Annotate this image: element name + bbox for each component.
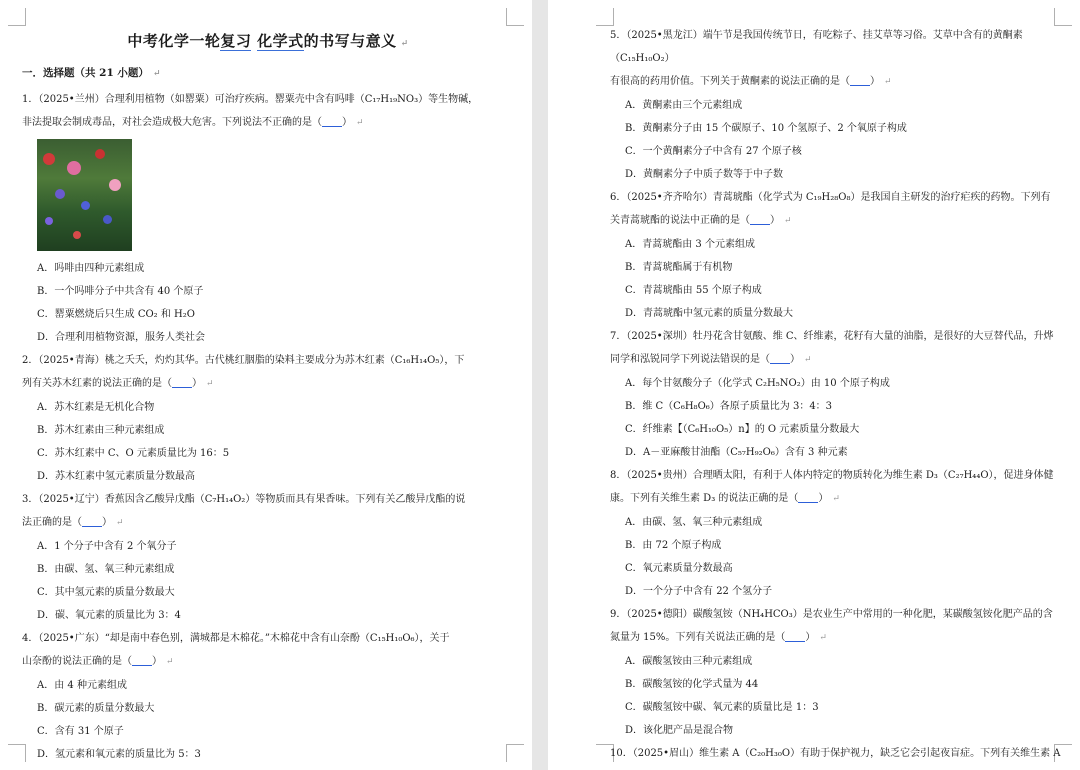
page-title: 中考化学一轮复习 化学式的书写与意义 ↵ — [127, 32, 409, 50]
answer-option: B．碳酸氢铵的化学式量为 44 — [625, 679, 759, 690]
question-9 — [610, 603, 1062, 742]
answer-option: B．碳元素的质量分数最大 — [37, 703, 155, 714]
answer-option: B．苏木红素由三种元素组成 — [37, 425, 165, 436]
question-stem: 列有关苏木红素的说法正确的是（ ） ↵ — [22, 378, 214, 389]
question-1 — [22, 88, 514, 349]
answer-option: C．一个黄酮素分子中含有 27 个原子核 — [625, 146, 802, 157]
answer-option: A．每个甘氨酸分子（化学式 C₂H₅NO₂）由 10 个原子构成 — [625, 378, 890, 389]
page-content — [22, 24, 514, 766]
question-stem: 5．（2025•黑龙江）端午节是我国传统节日，有吃粽子、挂艾草等习俗。艾草中含有的黄酮素（C₁₅H₁₀O₂） — [610, 30, 1023, 64]
question-stem: 8．（2025•贵州）合理晒太阳，有利于人体内特定的物质转化为维生素 D₃（C₂₇H₄₄O），促进身体健 — [610, 470, 1054, 481]
answer-option: D．碳、氧元素的质量比为 3：4 — [37, 610, 181, 621]
question-stem: 关青蒿琥酯的说法中正确的是（ ） ↵ — [610, 215, 792, 226]
answer-option: D．黄酮素分子中质子数等于中子数 — [625, 169, 784, 180]
answer-option: B．黄酮素分子由 15 个碳原子、10 个氢原子、2 个氧原子构成 — [625, 123, 907, 134]
answer-option: B．由碳、氢、氧三种元素组成 — [37, 564, 175, 575]
answer-option: B．由 72 个原子构成 — [625, 540, 722, 551]
page-content — [610, 24, 1062, 765]
question-8 — [610, 464, 1062, 603]
answer-option: B．一个吗啡分子中共含有 40 个原子 — [37, 286, 204, 297]
document-page-left — [0, 0, 532, 770]
answer-option: D．A－亚麻酸甘油酯（C₅₇H₉₂O₆）含有 3 种元素 — [625, 447, 848, 458]
answer-blank[interactable] — [798, 491, 818, 503]
answer-option: B．青蒿琥酯属于有机物 — [625, 262, 733, 273]
answer-option: A．苏木红素是无机化合物 — [37, 402, 155, 413]
answer-option: D．苏木红素中氢元素质量分数最高 — [37, 471, 196, 482]
question-3 — [22, 488, 514, 627]
answer-option: D．该化肥产品是混合物 — [625, 725, 734, 736]
answer-blank[interactable] — [770, 352, 790, 364]
answer-option: C．氧元素质量分数最高 — [625, 563, 733, 574]
answer-blank[interactable] — [82, 515, 102, 527]
answer-option: C．青蒿琥酯由 55 个原子构成 — [625, 285, 762, 296]
question-stem: 10．（2025•眉山）维生素 A（C₂₀H₃₀O）有助于保护视力，缺乏它会引起夜盲症。下列有关维生素 A — [610, 748, 1061, 759]
question-stem: 有很高的药用价值。下列关于黄酮素的说法正确的是（ ） ↵ — [610, 76, 892, 87]
answer-blank[interactable] — [850, 74, 870, 86]
flower-field-photo — [37, 139, 132, 251]
section-heading: 一．选择题（共 21 小题） ↵ — [22, 67, 161, 79]
answer-option: B．维 C（C₆H₈O₆）各原子质量比为 3：4：3 — [625, 401, 833, 412]
answer-option: A．由碳、氢、氧三种元素组成 — [625, 517, 763, 528]
answer-blank[interactable] — [750, 213, 770, 225]
answer-option: C．苏木红素中 C、O 元素质量比为 16：5 — [37, 448, 230, 459]
question-2 — [22, 349, 514, 488]
question-stem: 2．（2025•青海）桃之夭夭，灼灼其华。古代桃红胭脂的染料主要成分为苏木红素（C₁₆H₁₄O₅），下 — [22, 355, 465, 366]
answer-blank[interactable] — [132, 654, 152, 666]
answer-option: C．含有 31 个原子 — [37, 726, 124, 737]
question-stem: 9．（2025•德阳）碳酸氢铵（NH₄HCO₃）是农业生产中常用的一种化肥，某碳酸氢铵化肥产品的含 — [610, 609, 1053, 620]
question-stem: 氮量为 15%。下列有关说法正确的是（ ） ↵ — [610, 632, 827, 643]
question-stem: 4．（2025•广东）“却是南中春色别，满城都是木棉花。”木棉花中含有山奈酚（C₁₅H₁₀O₆），关于 — [22, 633, 450, 644]
question-stem: 1．（2025•兰州）合理利用植物（如罂粟）可治疗疾病。罂粟壳中含有吗啡（C₁₇H₁₉NO₃）等生物碱， — [22, 94, 479, 105]
question-stem: 同学和泓锐同学下列说法错误的是（ ） ↵ — [610, 354, 812, 365]
answer-option: A．碳酸氢铵由三种元素组成 — [625, 656, 753, 667]
answer-option: D．氢元素和氧元素的质量比为 5：3 — [37, 749, 201, 760]
question-7 — [610, 325, 1062, 464]
question-stem: 康。下列有关维生素 D₃ 的说法正确的是（ ） ↵ — [610, 493, 840, 504]
question-stem: 7．（2025•深圳）牡丹花含甘氨酸、维 C、纤维素，花籽有大量的油脂，是很好的大豆替代品，升烨 — [610, 331, 1054, 342]
answer-option: A．吗啡由四种元素组成 — [37, 263, 145, 274]
answer-option: D．合理利用植物资源，服务人类社会 — [37, 332, 206, 343]
answer-option: A．青蒿琥酯由 3 个元素组成 — [625, 239, 755, 250]
question-stem: 山奈酚的说法正确的是（ ） ↵ — [22, 656, 174, 667]
document-page-right — [548, 0, 1080, 770]
question-stem: 3．（2025•辽宁）香蕉因含乙酸异戊酯（C₇H₁₄O₂）等物质而具有果香味。下列有关乙酸异戊酯的说 — [22, 494, 466, 505]
answer-option: C．其中氢元素的质量分数最大 — [37, 587, 175, 598]
question-10 — [610, 742, 1062, 765]
answer-option: D．青蒿琥酯中氢元素的质量分数最大 — [625, 308, 794, 319]
answer-blank[interactable] — [322, 115, 342, 127]
answer-option: A．1 个分子中含有 2 个氧分子 — [37, 541, 177, 552]
answer-option: C．罂粟燃烧后只生成 CO₂ 和 H₂O — [37, 309, 195, 320]
answer-option: C．纤维素【（C₆H₁₀O₅）n】的 O 元素质量分数最大 — [625, 424, 860, 435]
answer-blank[interactable] — [785, 630, 805, 642]
question-5 — [610, 24, 1062, 186]
answer-option: D．一个分子中含有 22 个氢分子 — [625, 586, 773, 597]
question-6 — [610, 186, 1062, 325]
answer-option: A．黄酮素由三个元素组成 — [625, 100, 743, 111]
answer-blank[interactable] — [172, 376, 192, 388]
question-stem: 法正确的是（ ） ↵ — [22, 517, 124, 528]
answer-option: A．由 4 种元素组成 — [37, 680, 127, 691]
question-stem: 6．（2025•齐齐哈尔）青蒿琥酯（化学式为 C₁₉H₂₈O₈）是我国自主研发的治疗疟疾的药物。下列有 — [610, 192, 1051, 203]
answer-option: C．碳酸氢铵中碳、氧元素的质量比是 1：3 — [625, 702, 819, 713]
question-stem: 非法提取会制成毒品，对社会造成极大危害。下列说法不正确的是（ ） ↵ — [22, 117, 364, 128]
question-4 — [22, 627, 514, 766]
